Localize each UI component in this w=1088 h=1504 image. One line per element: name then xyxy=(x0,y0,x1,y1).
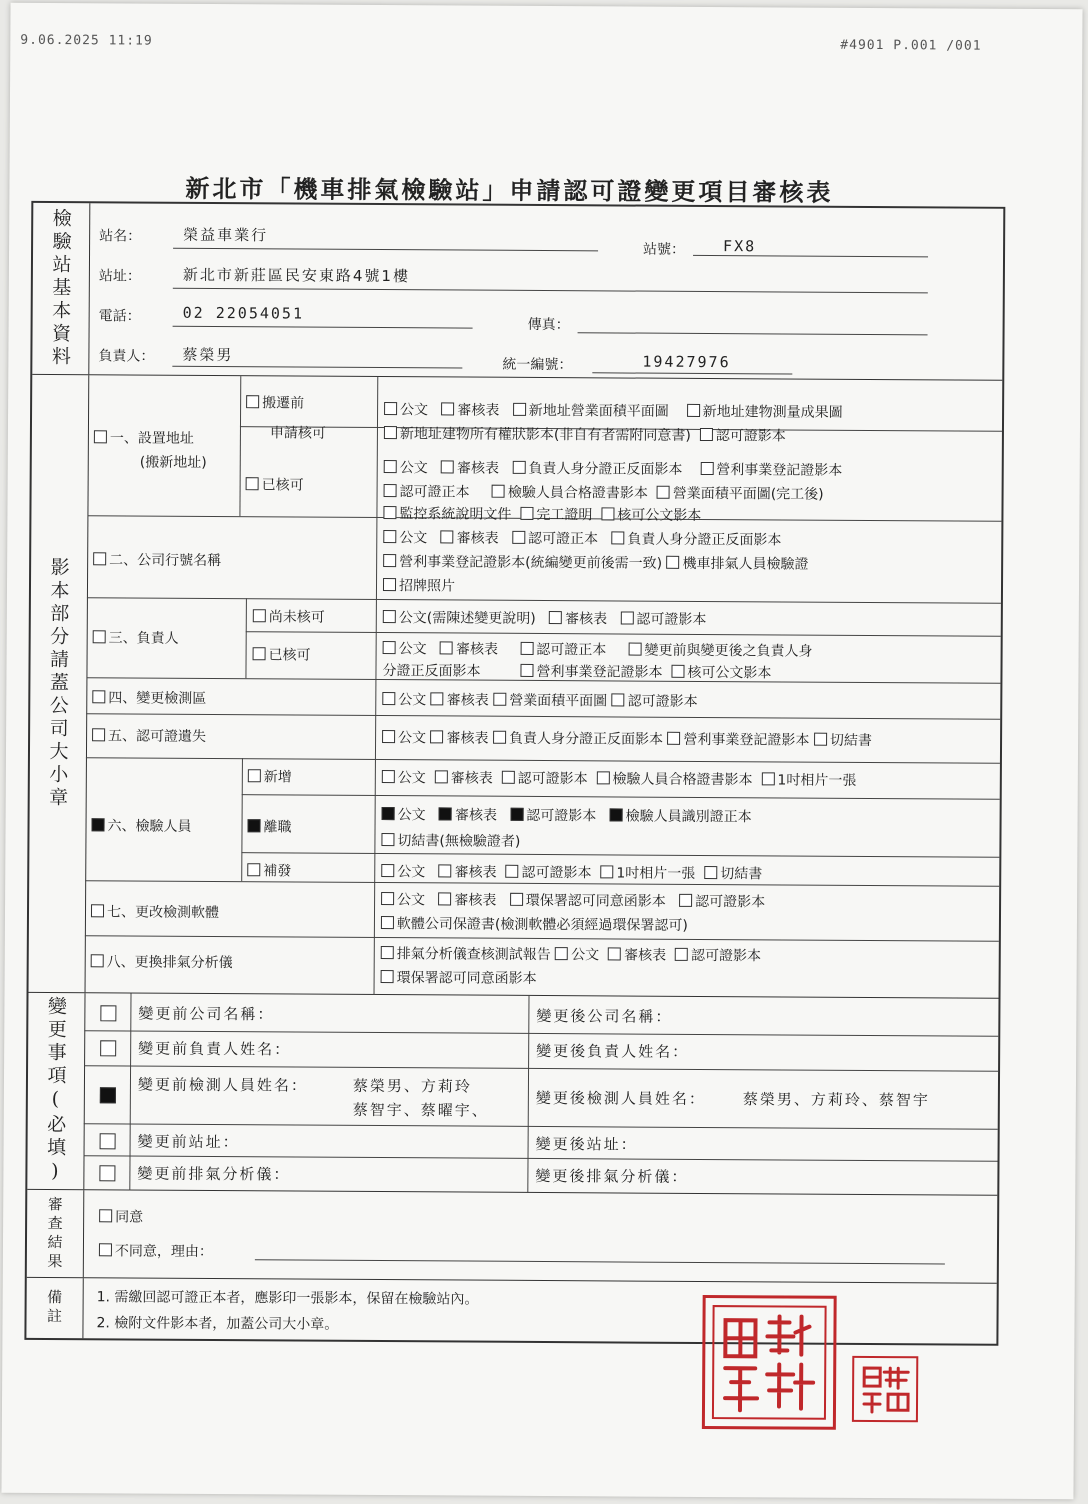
before-inspector-value-2[interactable]: 蔡智宇、蔡曜宇、 xyxy=(352,1100,489,1120)
review-section xyxy=(27,1190,998,1284)
item1a-label2: 申請核可 xyxy=(269,425,326,442)
copy-documents-section xyxy=(29,375,1003,999)
row-line-5 xyxy=(86,757,1000,764)
station-no-value[interactable]: FX8 xyxy=(723,237,757,256)
address-label: 站址： xyxy=(98,268,141,285)
before-company-label: 變更前公司名稱： xyxy=(138,1004,275,1024)
item1b-docs-line3: 監控系統說明文件 完工證明 核可公文影本 xyxy=(383,503,701,525)
item3a-row[interactable] xyxy=(253,606,325,626)
item2-label: 二、公司行號名稱 xyxy=(109,552,222,570)
item1b-checkbox[interactable] xyxy=(246,477,259,490)
changes-line-4 xyxy=(84,1155,998,1162)
item8-docs-line1: 排氣分析儀查核測試報告 公文 審核表 認可證影本 xyxy=(381,943,761,965)
item5-label: 五、認可證遺失 xyxy=(108,728,207,745)
item3b-docs-line2: 分證正反面影本 營利事業登記證影本 核可公文影本 xyxy=(382,663,772,682)
address-value[interactable]: 新北市新莊區民安東路4號1樓 xyxy=(182,265,411,286)
item6-label: 六、檢驗人員 xyxy=(107,818,192,835)
item1a-checkbox[interactable] xyxy=(246,395,259,408)
changes-checkbox-divider xyxy=(129,993,131,1190)
after-inspector-label: 變更後檢測人員姓名： xyxy=(535,1088,706,1109)
company-seal xyxy=(702,1295,837,1430)
item4-label: 四、變更檢測區 xyxy=(108,690,207,707)
item3-checkbox[interactable] xyxy=(93,630,106,643)
form-title: 新北市「機車排氣檢驗站」申請認可證變更項目審核表 xyxy=(185,173,834,207)
item2-checkbox[interactable] xyxy=(93,552,106,565)
phone-value[interactable]: 02 22054051 xyxy=(182,303,305,323)
owner-seal xyxy=(852,1356,918,1422)
item1b-row[interactable] xyxy=(246,474,304,494)
before-analyzer-label: 變更前排氣分析儀： xyxy=(137,1164,291,1184)
station-name-value[interactable]: 榮益車業行 xyxy=(183,225,269,245)
address-underline xyxy=(173,288,928,294)
owner-underline xyxy=(172,366,462,369)
changes-section xyxy=(27,993,998,1196)
station-name-label: 站名： xyxy=(99,228,142,245)
item8-checkbox[interactable] xyxy=(91,954,104,967)
item3a-docs: 公文(需陳述變更說明) 審核表 認可證影本 xyxy=(383,607,707,629)
item4-row[interactable] xyxy=(92,687,206,708)
phone-label: 電話： xyxy=(98,308,141,325)
item1b-docs-line1: 公文 審核表 負責人身分證正反面影本 營利事業登記證影本 xyxy=(384,457,843,480)
item2-docs-line3: 招牌照片 xyxy=(383,575,455,595)
item6a-label: 新增 xyxy=(263,769,292,786)
owner-value[interactable]: 蔡榮男 xyxy=(182,345,234,365)
item5-row[interactable] xyxy=(92,725,206,746)
before-inspector-value[interactable]: 蔡榮男、方莉玲 xyxy=(352,1076,473,1096)
item6b-row[interactable] xyxy=(247,816,291,836)
sub-row-line-6a xyxy=(242,794,1000,800)
item3-row[interactable] xyxy=(93,627,179,648)
reason-underline[interactable] xyxy=(255,1259,945,1264)
tax-id-label: 統一編號： xyxy=(502,356,573,374)
tax-id-underline xyxy=(592,372,792,374)
item6b-docs: 公文 審核表 認可證影本 檢驗人員識別證正本 xyxy=(382,804,752,826)
change-analyzer-checkbox[interactable] xyxy=(99,1165,115,1181)
item6-checkbox[interactable] xyxy=(92,818,105,831)
item7-checkbox[interactable] xyxy=(91,904,104,917)
item8-row[interactable] xyxy=(91,951,233,972)
change-company-checkbox[interactable] xyxy=(100,1005,116,1021)
item1b-label: 已核可 xyxy=(261,477,304,494)
fax-label: 傳真： xyxy=(527,316,570,334)
docs-column-divider xyxy=(374,377,378,882)
after-analyzer-label: 變更後排氣分析儀： xyxy=(535,1166,689,1186)
station-no-label: 站號： xyxy=(643,241,686,258)
change-address-checkbox[interactable] xyxy=(100,1133,116,1149)
fax-page-number: #4901 P.001 /001 xyxy=(840,37,982,54)
basic-info-side-label: 檢驗站基本資料 xyxy=(32,203,90,374)
sub-row-line-3 xyxy=(246,631,1001,637)
item1-label: 一、設置地址 xyxy=(109,430,194,447)
item1-checkbox[interactable] xyxy=(94,430,107,443)
company-seal-glyphs xyxy=(709,1302,830,1423)
before-inspector-label: 變更前檢測人員姓名： xyxy=(137,1075,309,1095)
review-agree[interactable] xyxy=(99,1206,143,1226)
item3b-docs-line1: 公文 審核表 認可證正本 變更前與變更後之負責人身 xyxy=(383,638,813,661)
copy-side-label: 影本部分請蓋公司大小章 xyxy=(29,375,90,992)
item1-row[interactable] xyxy=(94,427,194,448)
review-disagree[interactable] xyxy=(99,1240,213,1261)
agree-checkbox[interactable] xyxy=(99,1209,112,1222)
note-1: 1. 需繳回認可證正本者，應影印一張影本，保留在檢驗站內。 xyxy=(96,1289,479,1308)
sub-row-line-6b xyxy=(241,852,999,858)
change-owner-checkbox[interactable] xyxy=(100,1040,116,1056)
item1a-row[interactable] xyxy=(246,392,304,412)
item8-label: 八、更換排氣分析儀 xyxy=(106,954,233,972)
item2-docs-line2: 營利事業登記證影本(統編變更前後需一致) 機車排氣人員檢驗證 xyxy=(383,551,809,574)
document-page xyxy=(1,3,1082,1500)
item6c-docs: 公文 審核表 認可證影本 1吋相片一張 切結書 xyxy=(381,861,762,883)
item7-row[interactable] xyxy=(91,901,219,922)
item4-checkbox[interactable] xyxy=(92,690,105,703)
disagree-checkbox[interactable] xyxy=(99,1243,112,1256)
item3-label: 三、負責人 xyxy=(108,630,179,647)
before-address-label: 變更前站址： xyxy=(137,1132,240,1152)
item6b-checkbox[interactable] xyxy=(247,819,260,832)
item5-docs: 公文 審核表 負責人身分證正反面影本 營利事業登記證影本 切結書 xyxy=(382,727,872,750)
notes-section xyxy=(26,1278,996,1344)
item1a-docs-line2: 新地址建物所有權狀影本(非自有者需附同意書) 認可證影本 xyxy=(384,423,786,445)
owner-seal-glyphs xyxy=(856,1360,914,1418)
tax-id-value[interactable]: 19427976 xyxy=(642,352,731,372)
changes-side-label: 變更事項(必填) xyxy=(27,993,85,1189)
form-table xyxy=(24,201,1005,1346)
station-no-underline xyxy=(693,255,928,257)
item3b-row[interactable] xyxy=(253,644,311,664)
basic-info-section xyxy=(32,203,1003,381)
station-name-underline xyxy=(173,248,598,252)
after-address-label: 變更後站址： xyxy=(535,1134,638,1154)
item1-sub: (搬新地址) xyxy=(139,454,207,471)
item3a-label: 尚未核可 xyxy=(268,609,325,626)
row-line-7 xyxy=(85,935,999,942)
item2-row[interactable] xyxy=(93,549,221,570)
changes-middle-divider xyxy=(527,996,529,1193)
note-2: 2. 檢附文件影本者，加蓋公司大小章。 xyxy=(96,1315,339,1333)
notes-side-label: 備註 xyxy=(26,1278,83,1338)
item6c-label: 補發 xyxy=(263,863,292,880)
after-owner-label: 變更後負責人姓名： xyxy=(536,1041,690,1061)
disagree-label: 不同意，理由： xyxy=(114,1243,213,1260)
after-inspector-value[interactable]: 蔡榮男、方莉玲、蔡智宇 xyxy=(742,1090,930,1110)
docs-column-divider-lower xyxy=(374,882,376,995)
item6a-row[interactable] xyxy=(248,766,292,786)
changes-line-1 xyxy=(84,1030,998,1037)
fax-underline xyxy=(578,332,928,335)
changes-line-3 xyxy=(84,1123,998,1130)
agree-label: 同意 xyxy=(115,1209,144,1226)
item3b-label: 已核可 xyxy=(268,647,311,664)
item1a-docs-line1: 公文 審核表 新地址營業面積平面圖 新地址建物測量成果圖 xyxy=(384,399,843,422)
changes-line-2 xyxy=(84,1065,998,1072)
item6b-label: 離職 xyxy=(263,819,292,836)
row-line-2 xyxy=(87,597,1001,604)
item8-docs-line2: 環保署認可同意函影本 xyxy=(381,967,537,988)
item3a-checkbox[interactable] xyxy=(253,609,266,622)
owner-label: 負責人： xyxy=(98,348,155,365)
sub-column-divider-3 xyxy=(245,598,246,678)
item6c-row[interactable] xyxy=(247,860,291,880)
item1b-docs-line2: 認可證正本 檢驗人員合格證書影本 營業面積平面圖(完工後) xyxy=(384,481,824,504)
item4-docs: 公文 審核表 營業面積平面圖 認可證影本 xyxy=(382,689,697,711)
item5-checkbox[interactable] xyxy=(92,728,105,741)
sub-column-divider-1 xyxy=(239,376,241,516)
item6a-docs: 公文 審核表 認可證影本 檢驗人員合格證書影本 1吋相片一張 xyxy=(382,767,857,790)
item2-docs-line1: 公文 審核表 認可證正本 負責人身分證正反面影本 xyxy=(383,527,781,549)
row-line-4 xyxy=(86,713,1000,720)
sub-column-divider-6 xyxy=(241,758,243,881)
review-side-label: 審查結果 xyxy=(27,1190,85,1277)
phone-underline xyxy=(173,326,473,329)
item1a-label: 搬遷前 xyxy=(262,395,305,412)
item7-label: 七、更改檢測軟體 xyxy=(106,904,220,922)
item6a-checkbox[interactable] xyxy=(248,769,261,782)
item6-row[interactable] xyxy=(91,815,191,836)
item3b-checkbox[interactable] xyxy=(253,647,266,660)
item7-docs-line1: 公文 審核表 環保署認可同意函影本 認可證影本 xyxy=(381,889,765,911)
item6c-checkbox[interactable] xyxy=(247,863,260,876)
after-company-label: 變更後公司名稱： xyxy=(536,1006,673,1026)
fax-timestamp: 9.06.2025 11:19 xyxy=(20,32,153,49)
item7-docs-line2: 軟體公司保證書(檢測軟體必須經過環保署認可) xyxy=(381,913,688,935)
change-inspector-checkbox[interactable] xyxy=(100,1087,116,1103)
item6b-docs-line2: 切結書(無檢驗證者) xyxy=(381,830,520,851)
before-owner-label: 變更前負責人姓名： xyxy=(138,1039,292,1059)
